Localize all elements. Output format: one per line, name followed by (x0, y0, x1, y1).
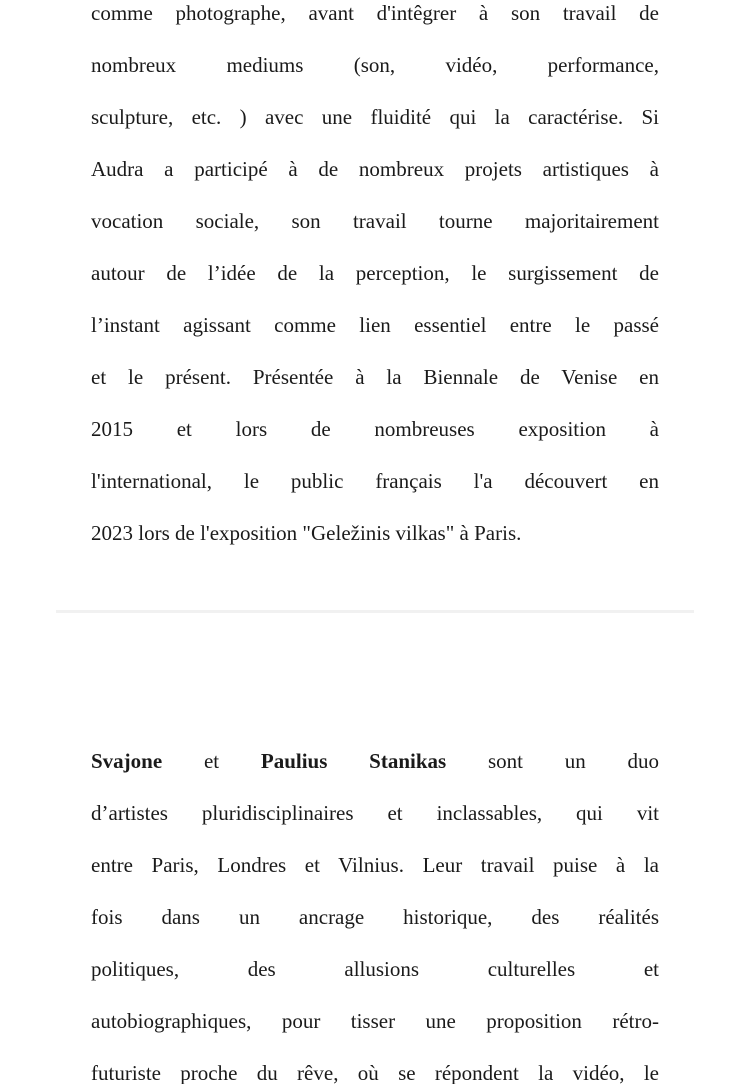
section-divider (56, 610, 694, 613)
text-segment: 2015 et lors de nombreuses exposition à (91, 417, 659, 441)
text-segment: futuriste proche du rêve, où se répondent la vidéo, le (91, 1061, 659, 1084)
text-segment: et (162, 749, 261, 773)
text-segment: Audra a participé à de nombreux projets artistiques à (91, 157, 659, 181)
text-segment: l'international, le public français l'a découvert en (91, 469, 659, 493)
text-line (91, 891, 659, 943)
text-line (91, 39, 659, 91)
text-segment: 2023 lors de l'exposition "Geležinis vilkas" à Paris. (91, 521, 522, 545)
paragraph-audra-bio (56, 0, 694, 559)
artist-name: Paulius Stanikas (260, 749, 447, 773)
text-line (91, 1047, 659, 1084)
text-segment: sont un duo (446, 749, 659, 773)
text-segment: entre Paris, Londres et Vilnius. Leur travail puise à la (91, 853, 659, 877)
text-segment: l’instant agissant comme lien essentiel entre le passé (91, 313, 659, 337)
text-line (91, 787, 659, 839)
text-segment: d’artistes pluridisciplinaires et inclassables, qui vit (91, 801, 659, 825)
text-line (91, 995, 659, 1047)
text-line (91, 247, 659, 299)
article-content (56, 0, 694, 1084)
text-line (91, 195, 659, 247)
text-line (91, 455, 659, 507)
text-line (91, 839, 659, 891)
text-segment: comme photographe, avant d'intêgrer à son travail de (91, 1, 659, 25)
text-segment: vocation sociale, son travail tourne majoritairement (91, 209, 659, 233)
text-segment: fois dans un ancrage historique, des réalités (91, 905, 659, 929)
text-line (91, 403, 659, 455)
text-segment: et le présent. Présentée à la Biennale de Venise en (91, 365, 659, 389)
text-line (91, 299, 659, 351)
text-line (91, 0, 659, 39)
text-line (91, 91, 659, 143)
paragraph-stanikas-bio (56, 735, 694, 1084)
text-line (91, 943, 659, 995)
text-segment: nombreux mediums (son, vidéo, performance, (91, 53, 659, 77)
text-segment: autour de l’idée de la perception, le surgissement de (91, 261, 659, 285)
artist-name: Svajone (91, 749, 163, 773)
text-line (91, 735, 659, 787)
text-segment: autobiographiques, pour tisser une proposition rétro- (91, 1009, 659, 1033)
text-segment: sculpture, etc. ) avec une fluidité qui la caractérise. Si (91, 105, 659, 129)
text-line (91, 351, 659, 403)
text-line (91, 507, 659, 559)
text-segment: politiques, des allusions culturelles et (91, 957, 659, 981)
text-line (91, 143, 659, 195)
